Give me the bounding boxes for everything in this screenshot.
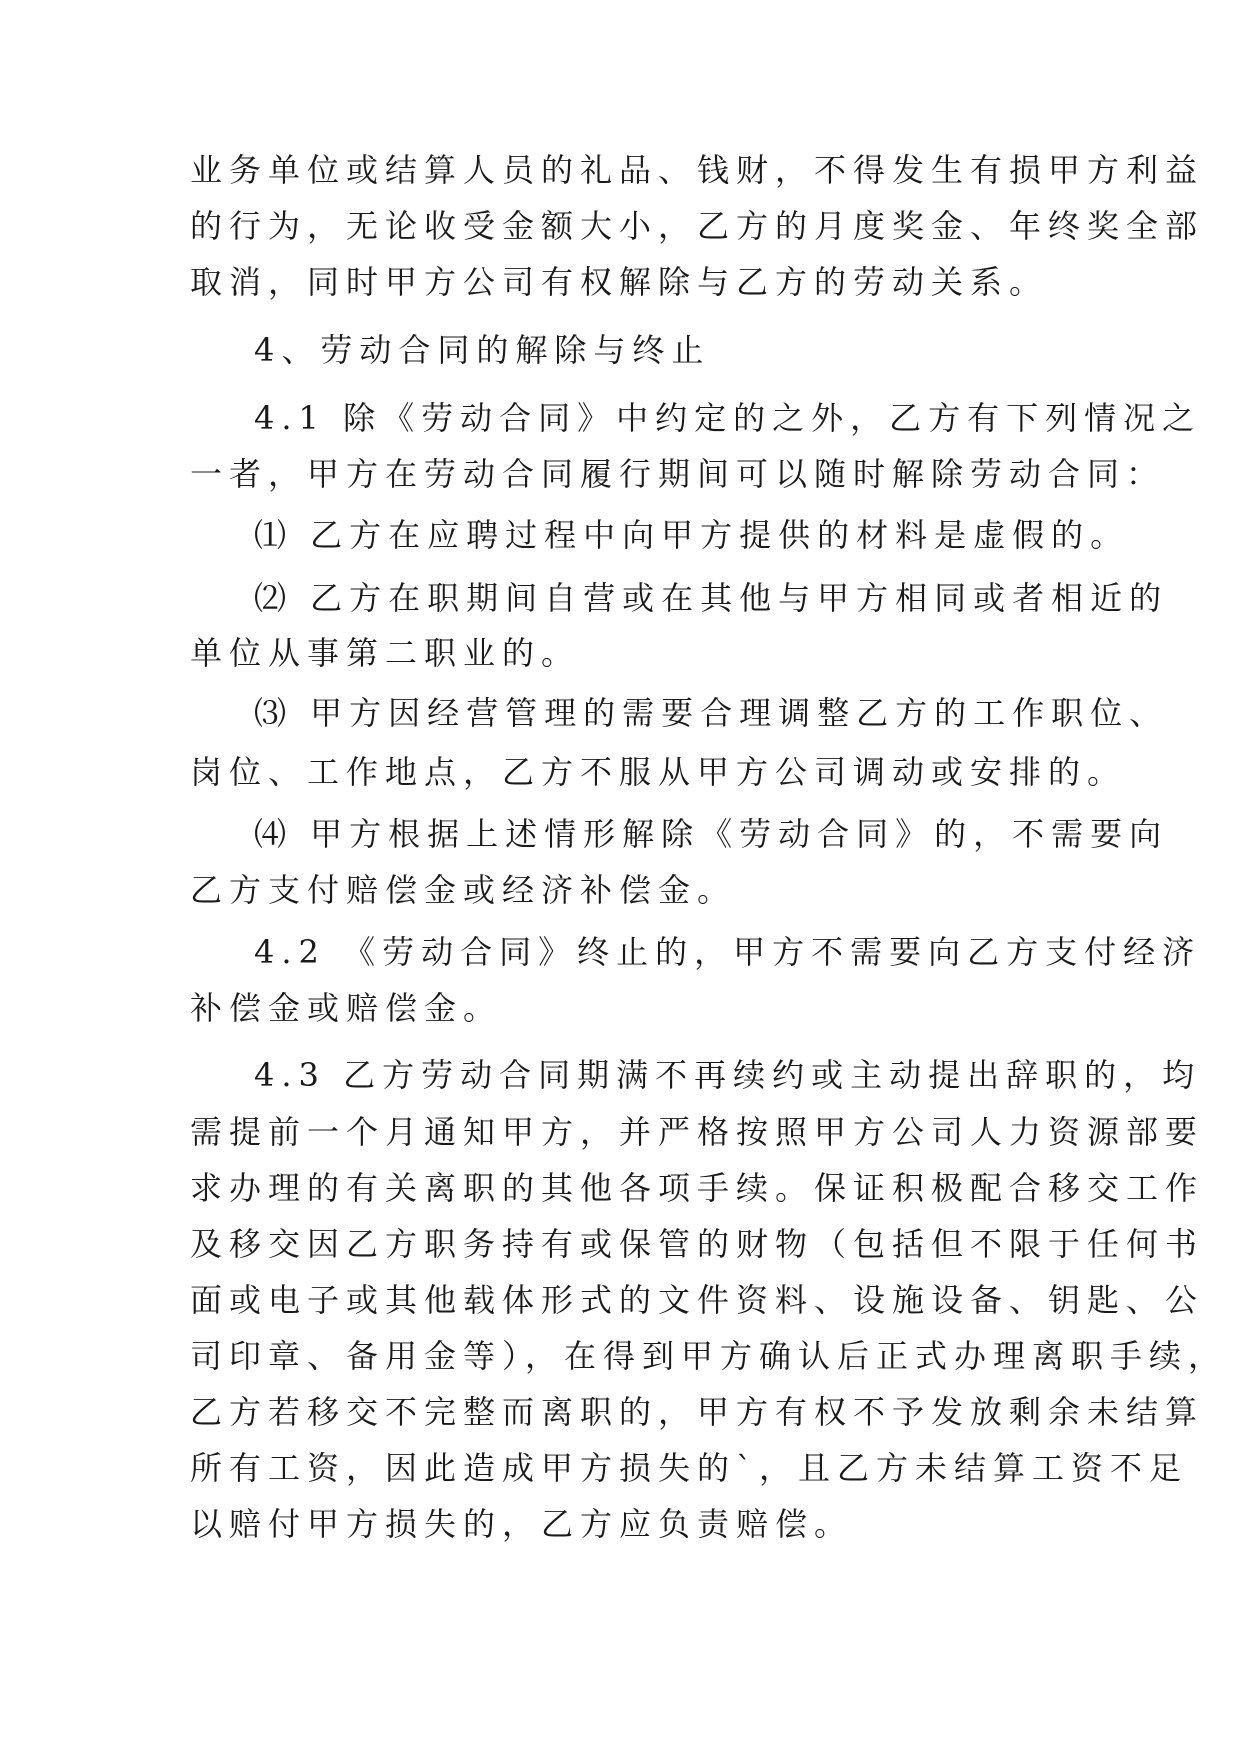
text-line: 需提前一个月通知甲方，并严格按照甲方公司人力资源部要: [190, 1113, 1205, 1151]
text-line: 业务单位或结算人员的礼品、钱财，不得发生有损甲方利益: [190, 151, 1205, 189]
text-line: 4.1 除《劳动合同》中约定的之外，乙方有下列情况之: [254, 399, 1202, 437]
text-line: 4.2 《劳动合同》终止的，甲方不需要向乙方支付经济: [254, 933, 1202, 971]
list-item: ⑶ 甲方因经营管理的需要合理调整乙方的工作职位、: [254, 694, 1169, 732]
text-line: 岗位、工作地点，乙方不服从甲方公司调动或安排的。: [190, 753, 1127, 791]
text-line: 的行为，无论收受金额大小，乙方的月度奖金、年终奖全部: [190, 207, 1205, 245]
list-item: ⑵ 乙方在职期间自营或在其他与甲方相同或者相近的: [254, 579, 1169, 617]
list-item: ⑴ 乙方在应聘过程中向甲方提供的材料是虚假的。: [254, 516, 1130, 554]
text-line: 司印章、备用金等），在得到甲方确认后正式办理离职手续，: [190, 1337, 1228, 1375]
text-line: 求办理的有关离职的其他各项手续。保证积极配合移交工作: [190, 1169, 1205, 1207]
text-line: 补偿金或赔偿金。: [190, 989, 503, 1027]
text-line: 乙方若移交不完整而离职的，甲方有权不予发放剩余未结算: [190, 1393, 1205, 1431]
list-item: ⑷ 甲方根据上述情形解除《劳动合同》的，不需要向: [254, 815, 1169, 853]
section-heading: 4、劳动合同的解除与终止: [254, 331, 711, 369]
text-line: 单位从事第二职业的。: [190, 634, 581, 672]
text-line: 一者，甲方在劳动合同履行期间可以随时解除劳动合同：: [190, 455, 1166, 493]
text-line: 以赔付甲方损失的，乙方应负责赔偿。: [190, 1505, 854, 1543]
text-line: 4.3 乙方劳动合同期满不再续约或主动提出辞职的，均: [254, 1056, 1202, 1094]
text-line: 面或电子或其他载体形式的文件资料、设施设备、钥匙、公: [190, 1281, 1205, 1319]
text-line: 所有工资，因此造成甲方损失的`，且乙方未结算工资不足: [190, 1449, 1189, 1487]
text-line: 乙方支付赔偿金或经济补偿金。: [190, 871, 737, 909]
text-line: 及移交因乙方职务持有或保管的财物（包括但不限于任何书: [190, 1225, 1205, 1263]
text-line: 取消，同时甲方公司有权解除与乙方的劳动关系。: [190, 263, 1049, 301]
